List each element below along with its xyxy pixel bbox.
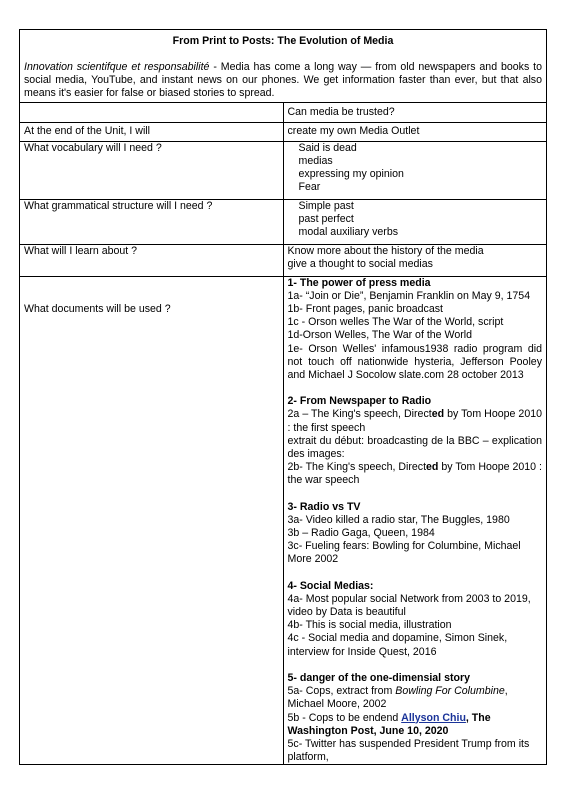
intro-paragraph [24,61,542,101]
intro-text: - Media has come a long way — from old newspapers and books to social media, YouTube, and instant news on our phones. We get information faster than ever, but that also means it's easier for false or biased stories to spread. [24,61,542,100]
grammar-row [20,199,547,244]
article-author-link[interactable]: Allyson Chiu [401,711,466,724]
vocab-left: What vocabulary will I need ? [20,141,284,199]
section-title-5: 5- danger of the one-dimensial story [287,671,470,684]
doc-item: 3b – Radio Gaga, Queen, 1984 [287,527,435,540]
vocab-item: expressing my opinion [298,168,404,181]
unit-plan-table [19,29,547,765]
vocab-item: Fear [298,181,321,194]
page [19,29,547,765]
doc-item: extrait du début: broadcasting de la BBC – explication des images: [287,434,542,461]
header-row [20,30,547,103]
unit-left: At the end of the Unit, I will [20,122,284,141]
vocab-right [283,141,547,199]
learn-left: What will I learn about ? [20,244,284,276]
section-title-4: 4- Social Medias: [287,579,374,592]
doc-item: 2a – The King's speech, Directed by Tom Hoope 2010 : the first speech [287,408,542,434]
vocab-item: Said is dead [298,141,357,154]
documents-label: What documents will be used ? [24,302,171,315]
doc-item: 5b - Cops to be endend Allyson Chiu, The Washington Post, June 10, 2020 [287,711,491,737]
documents-row [20,276,547,765]
page-title: From Print to Posts: The Evolution of Media [172,35,394,47]
documents-left [20,276,284,765]
doc-item: 1c - Orson welles The War of the World, script [287,316,504,329]
grammar-item: modal auxiliary verbs [298,226,399,239]
learn-row [20,244,547,276]
unit-row [20,122,547,141]
question-row [20,102,547,122]
doc-item: 1d-Orson Welles, The War of the World [287,329,472,342]
doc-item: 1e- Orson Welles' infamous1938 radio program did not touch off nationwide hysteria, Jefferson Pooley and Michael J Socolow slate.com 28 october 2013 [287,342,542,382]
unit-right: create my own Media Outlet [283,122,547,141]
vocab-row [20,141,547,199]
doc-item: 5c- Twitter has suspended President Trump from its platform, [287,737,530,764]
doc-item: 2b- The King's speech, Directed by Tom Hoope 2010 : the war speech [287,461,542,487]
section-title-2: 2- From Newspaper to Radio [287,395,432,408]
question-left [20,102,284,122]
intro-italic: Innovation scientifque et responsabilité [24,61,210,73]
learn-right [283,244,547,276]
section-title-1: 1- The power of press media [287,276,431,289]
grammar-item: Simple past [298,199,354,212]
doc-item: 3a- Video killed a radio star, The Buggles, 1980 [287,513,510,526]
documents-right [283,276,547,765]
doc-item: 3c- Fueling fears: Bowling for Columbine, Michael More 2002 [287,540,521,566]
doc-item: 4b- This is social media, illustration [287,619,452,632]
doc-item: 1b- Front pages, panic broadcast [287,303,443,316]
grammar-item: past perfect [298,212,354,225]
grammar-right [283,199,547,244]
question-right: Can media be trusted? [283,102,547,122]
doc-item: 4c - Social media and dopamine, Simon Sinek, interview for Inside Quest, 2016 [287,632,508,658]
vocab-item: medias [298,154,333,167]
doc-item: 5a- Cops, extract from Bowling For Columbine, Michael Moore, 2002 [287,685,508,711]
doc-item: 1a- “Join or Die”, Benjamin Franklin on May 9, 1754 [287,289,531,302]
learn-item: give a thought to social medias [287,257,433,270]
doc-item: 4a- Most popular social Network from 2003 to 2019, video by Data is beautiful [287,592,531,619]
learn-item: Know more about the history of the media [287,244,484,257]
section-title-3: 3- Radio vs TV [287,500,361,513]
grammar-left: What grammatical structure will I need ? [20,199,284,244]
header-cell [20,30,547,103]
